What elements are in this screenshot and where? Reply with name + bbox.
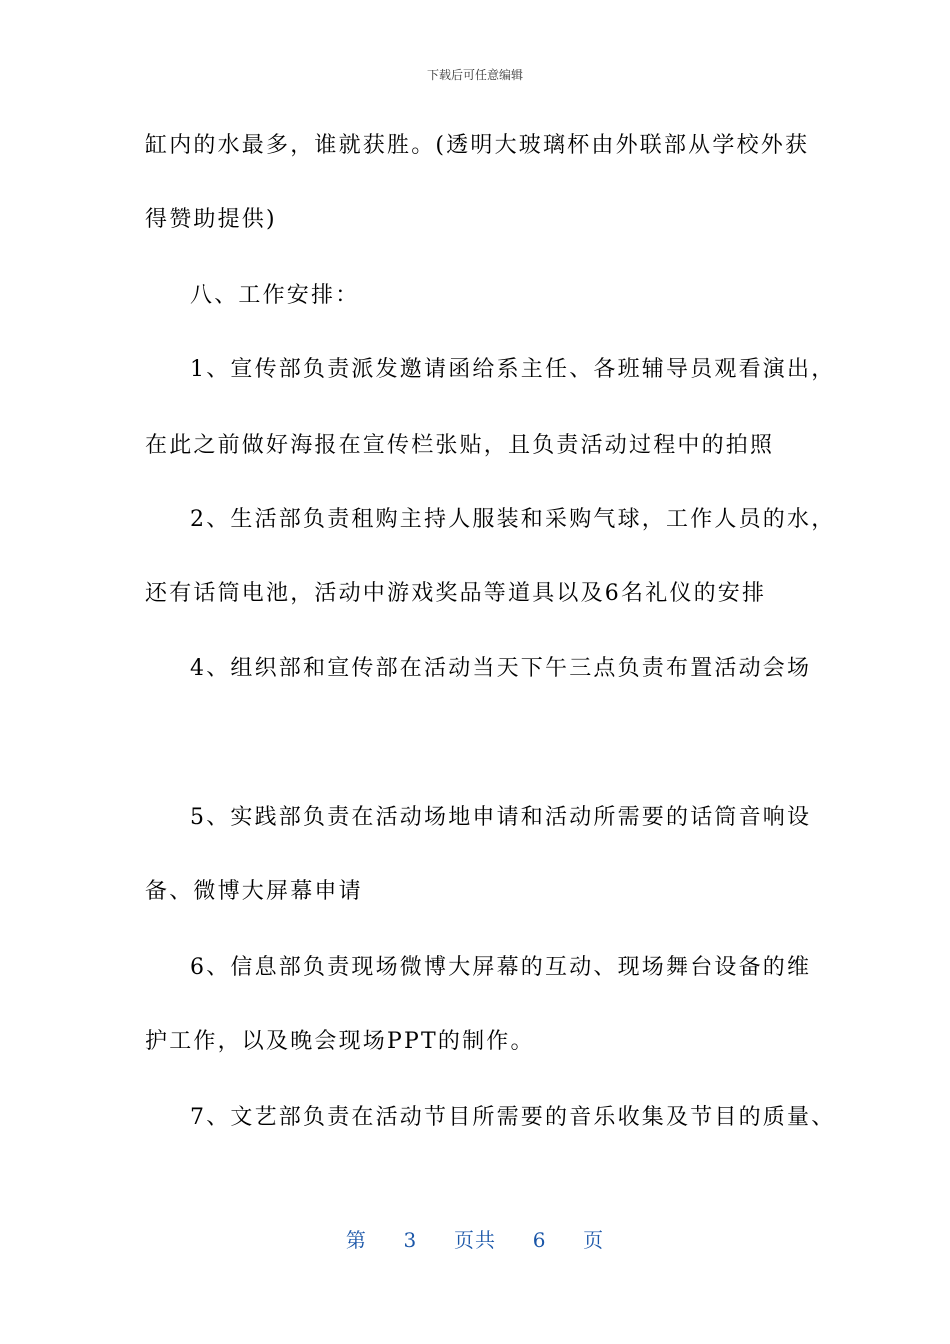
footer-page-current: 3 bbox=[403, 1228, 418, 1252]
body-line-7: 还有话筒电池，活动中游戏奖品等道具以及6名礼仪的安排 bbox=[145, 581, 767, 606]
page-footer bbox=[0, 1224, 950, 1253]
body-line-6: 2、生活部负责租购主持人服装和采购气球，工作人员的水， bbox=[190, 507, 836, 532]
footer-page-prefix: 第 bbox=[345, 1228, 367, 1252]
footer-page-middle: 页共 bbox=[454, 1228, 496, 1252]
body-line-10: 备、微博大屏幕申请 bbox=[145, 879, 363, 904]
footer-page-total: 6 bbox=[532, 1228, 547, 1252]
header-note: 下载后可任意编辑 bbox=[426, 68, 523, 82]
body-line-4: 1、宣传部负责派发邀请函给系主任、各班辅导员观看演出， bbox=[190, 357, 836, 382]
body-line-12: 护工作，以及晚会现场PPT的制作。 bbox=[145, 1029, 535, 1054]
body-line-13: 7、文艺部负责在活动节目所需要的音乐收集及节目的质量、 bbox=[190, 1105, 836, 1130]
body-line-8: 4、组织部和宣传部在活动当天下午三点负责布置活动会场 bbox=[190, 656, 812, 681]
body-line-1: 缸内的水最多，谁就获胜。(透明大玻璃杯由外联部从学校外获 bbox=[145, 133, 810, 158]
body-line-5: 在此之前做好海报在宣传栏张贴，且负责活动过程中的拍照 bbox=[145, 433, 775, 458]
body-line-2: 得赞助提供) bbox=[145, 207, 277, 232]
footer-page-suffix: 页 bbox=[583, 1228, 605, 1252]
section-heading-work-arrangement: 八、工作安排： bbox=[190, 283, 360, 308]
body-line-11: 6、信息部负责现场微博大屏幕的互动、现场舞台设备的维 bbox=[190, 955, 812, 980]
body-line-9: 5、实践部负责在活动场地申请和活动所需要的话筒音响设 bbox=[190, 805, 812, 830]
